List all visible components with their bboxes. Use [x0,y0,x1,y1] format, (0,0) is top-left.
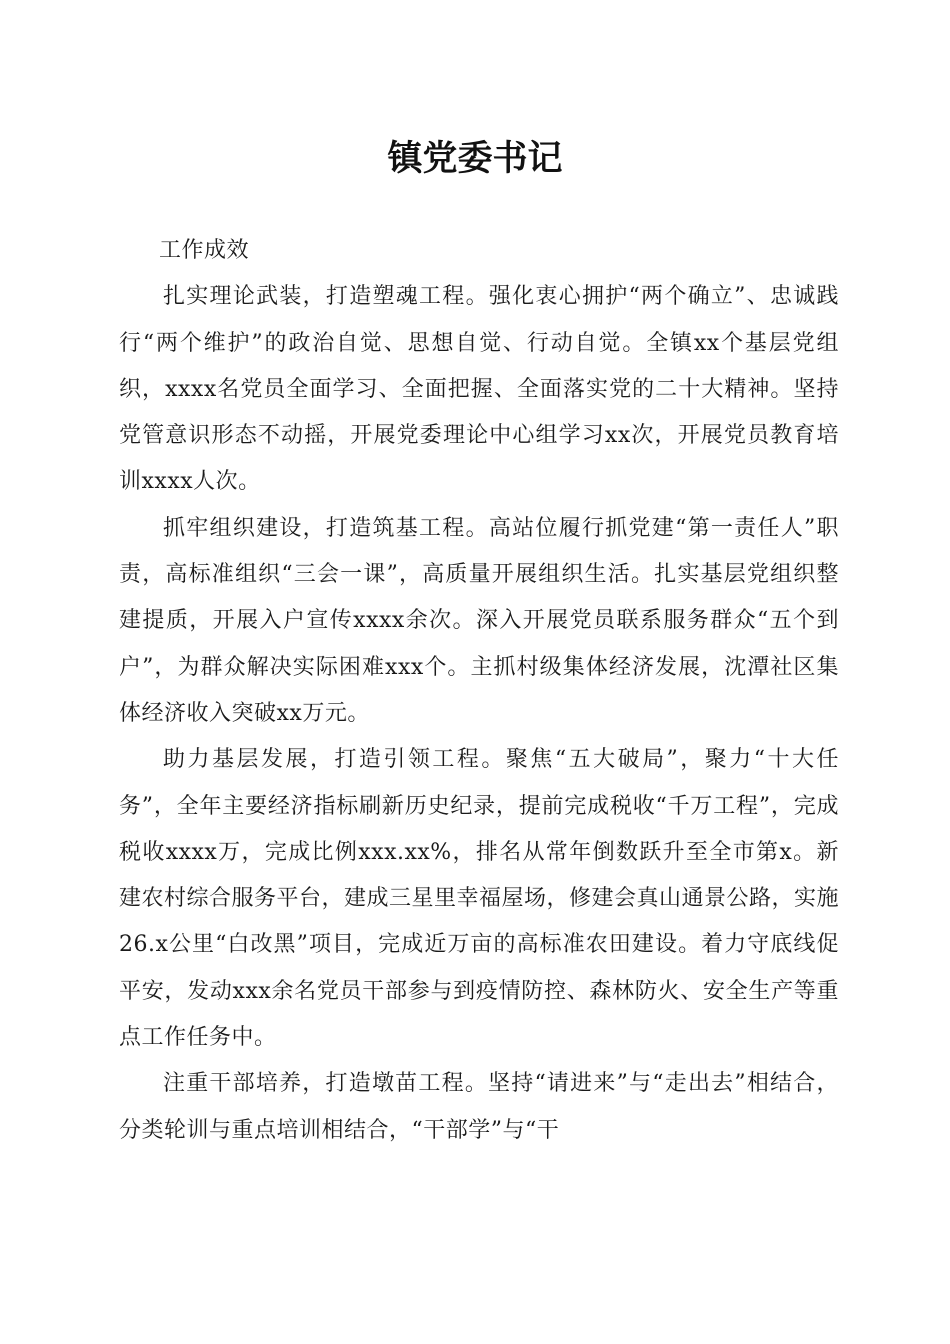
paragraph-development: 助力基层发展，打造引领工程。聚焦“五大破局”，聚力“十大任务”，全年主要经济指标刷新历史纪录，提前完成税收“千万工程”，完成税收xxxx万，完成比例xxx.xx%，排名从常年倒数跃升至全市第x。新建农村综合服务平台，建成三星里幸福屋场，修建会真山通景公路，实施26.x公里“白改黑”项目，完成近万亩的高标准农田建设。着力守底线促平安，发动xxx余名党员干部参与到疫情防控、森林防火、安全生产等重点工作任务中。 [119,747,840,1051]
document-body [119,228,839,1154]
paragraph-cadre: 注重干部培养，打造墩苗工程。坚持“请进来”与“走出去”相结合，分类轮训与重点培训相结合，“干部学”与“干 [119,1071,839,1143]
paragraph-theory: 扎实理论武装，打造塑魂工程。强化衷心拥护“两个确立”、忠诚践行“两个维护”的政治自觉、思想自觉、行动自觉。全镇xx个基层党组织，xxxx名党员全面学习、全面把握、全面落实党的二十大精神。坚持党管意识形态不动摇，开展党委理论中心组学习xx次，开展党员教育培训xxxx人次。 [119,284,839,495]
paragraph-organization: 抓牢组织建设，打造筑基工程。高站位履行抓党建“第一责任人”职责，高标准组织“三会一课”，高质量开展组织生活。扎实基层党组织整建提质，开展入户宣传xxxx余次。深入开展党员联系服务群众“五个到户”，为群众解决实际困难xxx个。主抓村级集体经济发展，沈潭社区集体经济收入突破xx万元。 [119,515,839,726]
section-label: 工作成效 [159,238,250,263]
document-title: 镇党委书记 [387,138,563,179]
